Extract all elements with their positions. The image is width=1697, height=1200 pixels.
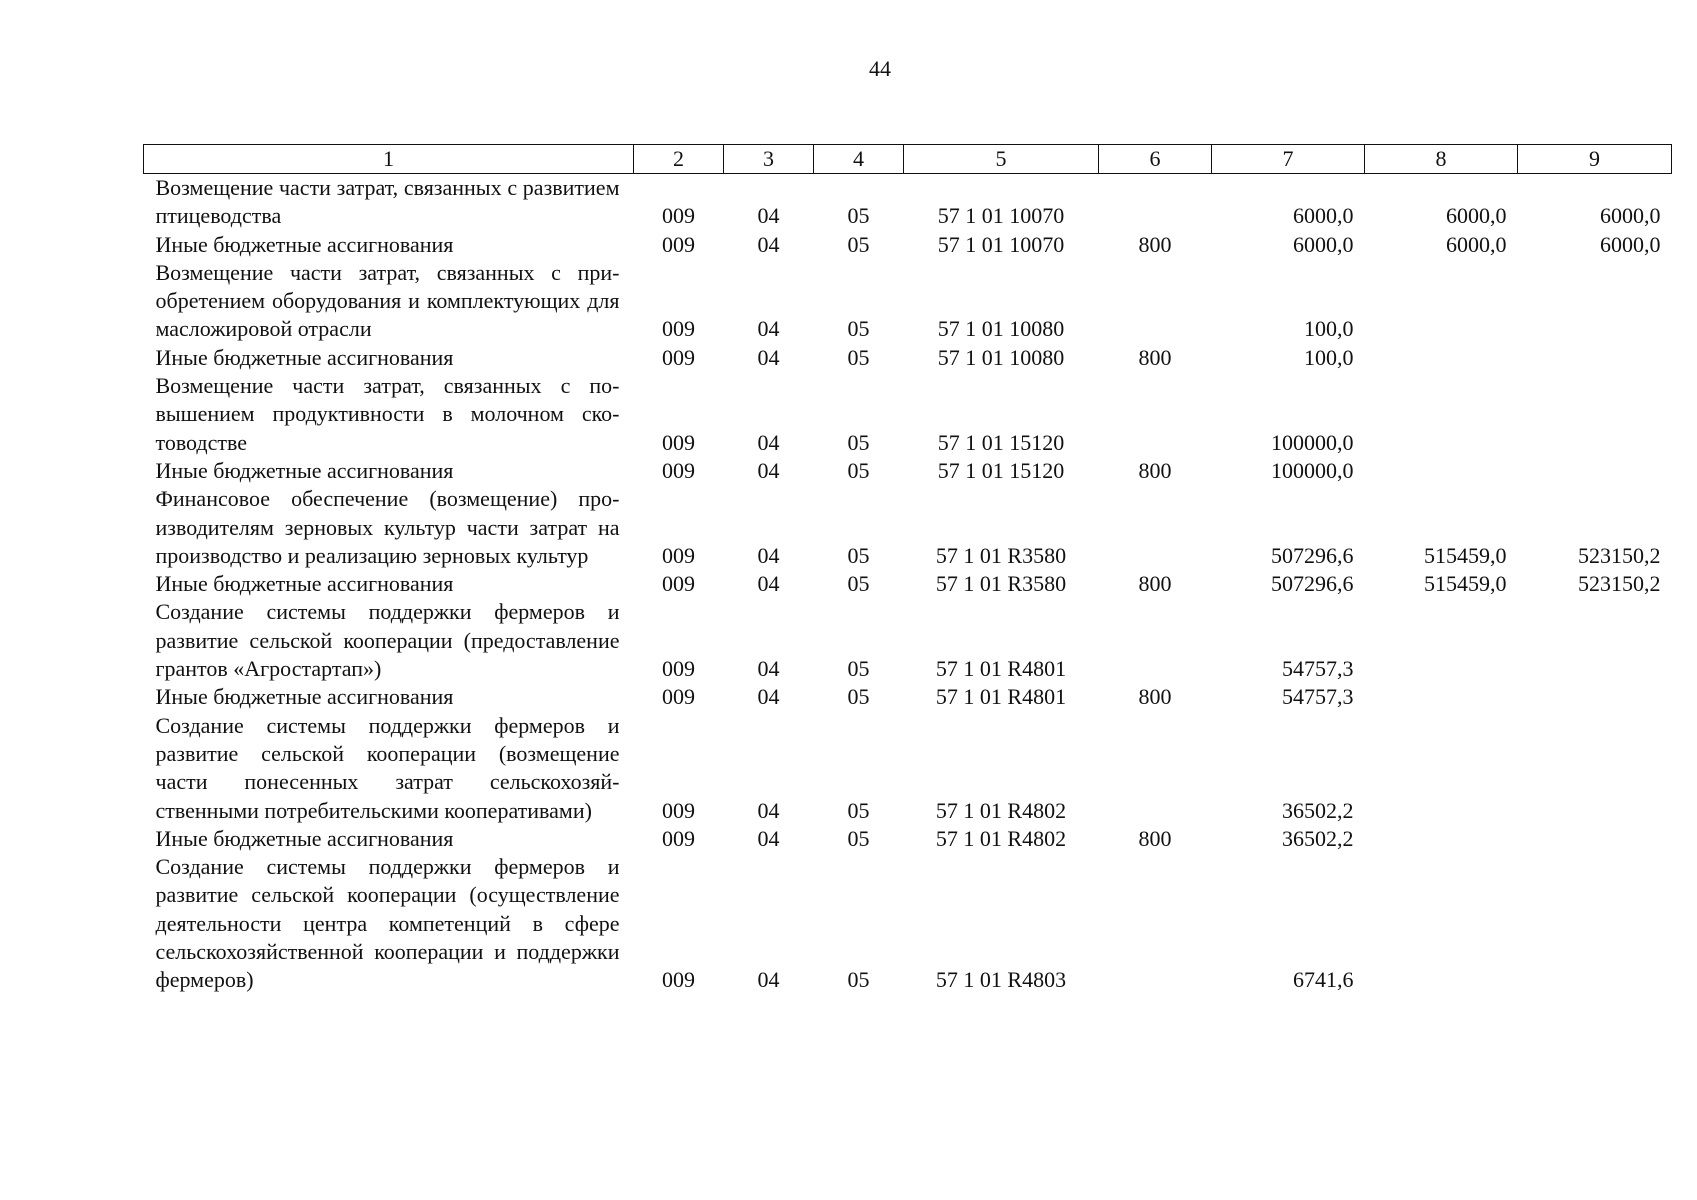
- cell-pr: 05: [847, 344, 870, 370]
- cell-gr: 009: [662, 457, 695, 483]
- cell-sum-1: 54757,3: [1282, 684, 1354, 710]
- cell-gr: 009: [662, 825, 695, 851]
- cell-rz: 04: [757, 797, 780, 823]
- cell-sum-1: 100,0: [1304, 344, 1354, 370]
- item-name: Возмещение части затрат, связанных с приобретением оборудования и комплектующих для масложировой отрасли: [155, 259, 620, 342]
- cell-sum-2: [1365, 825, 1518, 853]
- cell-sum-1: 36502,2: [1282, 797, 1354, 823]
- cell-rz: 04: [757, 656, 780, 682]
- cell-gr: 009: [662, 797, 695, 823]
- cell-csr: 57 1 01 R4801: [935, 684, 1067, 710]
- cell-rz: 04: [757, 571, 780, 597]
- table-row: [144, 825, 1672, 853]
- cell-pr: 05: [847, 429, 870, 455]
- cell-rz: 04: [757, 429, 780, 455]
- cell-vr: [1099, 174, 1212, 231]
- cell-pr: 05: [847, 684, 870, 710]
- cell-rz: 04: [757, 203, 780, 229]
- cell-sum-3: [1518, 457, 1672, 485]
- cell-sum-1: 6000,0: [1293, 203, 1354, 229]
- item-name: Возмещение части затрат, связанных с развитием птицеводства: [155, 175, 620, 229]
- cell-sum-2: [1365, 598, 1518, 683]
- cell-sum-2: [1365, 344, 1518, 372]
- cell-sum-3: [1518, 825, 1672, 853]
- budget-table: [143, 144, 1672, 995]
- cell-gr: 009: [662, 231, 695, 257]
- table-row: [144, 372, 1672, 457]
- cell-sum-1: 507296,6: [1271, 571, 1354, 597]
- cell-sum-3: [1518, 598, 1672, 683]
- table-row: [144, 457, 1672, 485]
- cell-sum-2: [1365, 372, 1518, 457]
- cell-vr: 800: [1138, 684, 1172, 710]
- cell-sum-2: [1365, 259, 1518, 344]
- cell-gr: 009: [662, 344, 695, 370]
- table-body: [144, 174, 1672, 995]
- cell-csr: 57 1 01 R4803: [935, 967, 1067, 993]
- cell-pr: 05: [847, 656, 870, 682]
- cell-csr: 57 1 01 R4801: [935, 656, 1067, 682]
- cell-sum-1: 100,0: [1304, 316, 1354, 342]
- cell-rz: 04: [757, 231, 780, 257]
- cell-vr: [1099, 598, 1212, 683]
- cell-sum-1: 6000,0: [1293, 231, 1354, 257]
- item-name: Иные бюджетные ассигнования: [155, 684, 454, 710]
- item-name: Иные бюджетные ассигнования: [155, 571, 454, 597]
- cell-csr: 57 1 01 10070: [937, 231, 1065, 257]
- table-row: [144, 174, 1672, 231]
- table-row: [144, 598, 1672, 683]
- cell-sum-3: [1518, 683, 1672, 711]
- cell-sum-1: 54757,3: [1282, 656, 1354, 682]
- item-name: Иные бюджетные ассигнования: [155, 457, 454, 483]
- cell-pr: 05: [847, 231, 870, 257]
- cell-csr: 57 1 01 15120: [937, 429, 1065, 455]
- item-name: Иные бюджетные ассигнования: [155, 344, 454, 370]
- cell-csr: 57 1 01 R3580: [935, 571, 1067, 597]
- cell-csr: 57 1 01 R4802: [935, 825, 1067, 851]
- cell-sum-3: 6000,0: [1600, 203, 1661, 229]
- cell-sum-3: [1518, 259, 1672, 344]
- header-cell: 8: [1365, 145, 1518, 174]
- cell-sum-3: [1518, 853, 1672, 994]
- table-row: [144, 683, 1672, 711]
- cell-csr: 57 1 01 10080: [937, 344, 1065, 370]
- cell-pr: 05: [847, 797, 870, 823]
- cell-pr: 05: [847, 967, 870, 993]
- cell-gr: 009: [662, 542, 695, 568]
- cell-pr: 05: [847, 203, 870, 229]
- cell-gr: 009: [662, 571, 695, 597]
- header-cell: 3: [724, 145, 814, 174]
- cell-vr: [1099, 853, 1212, 994]
- cell-vr: [1099, 485, 1212, 570]
- cell-csr: 57 1 01 10080: [937, 316, 1065, 342]
- table-row: [144, 231, 1672, 259]
- cell-vr: 800: [1138, 457, 1172, 483]
- cell-vr: [1099, 372, 1212, 457]
- cell-sum-3: 523150,2: [1578, 542, 1661, 568]
- cell-csr: 57 1 01 15120: [937, 457, 1065, 483]
- cell-sum-2: [1365, 712, 1518, 825]
- cell-pr: 05: [847, 571, 870, 597]
- cell-csr: 57 1 01 10070: [937, 203, 1065, 229]
- cell-sum-1: 507296,6: [1271, 542, 1354, 568]
- table-row: [144, 485, 1672, 570]
- cell-vr: 800: [1138, 571, 1172, 597]
- cell-pr: 05: [847, 825, 870, 851]
- cell-gr: 009: [662, 967, 695, 993]
- cell-sum-2: 515459,0: [1424, 542, 1507, 568]
- cell-pr: 05: [847, 457, 870, 483]
- cell-sum-1: 100000,0: [1271, 457, 1354, 483]
- item-name: Иные бюджетные ассигнования: [155, 231, 454, 257]
- cell-rz: 04: [757, 684, 780, 710]
- cell-vr: 800: [1138, 344, 1172, 370]
- header-cell: 5: [904, 145, 1099, 174]
- cell-sum-1: 36502,2: [1282, 825, 1354, 851]
- table-row: [144, 259, 1672, 344]
- page-number: 44: [869, 56, 891, 81]
- cell-gr: 009: [662, 429, 695, 455]
- header-cell: 9: [1518, 145, 1672, 174]
- cell-gr: 009: [662, 203, 695, 229]
- item-name: Создание системы поддержки фермеров и развитие сельской кооперации (осуществление деятельности центра компетенций в сфере сельскохозяйственной кооперации и поддержки фермеров): [155, 854, 620, 993]
- cell-sum-2: 6000,0: [1446, 231, 1507, 257]
- cell-pr: 05: [847, 316, 870, 342]
- item-name: Создание системы поддержки фермеров и развитие сельской кооперации (возмещение части понесенных затрат сельскохозяйственными потребительскими кооперативами): [155, 712, 620, 823]
- header-cell: 1: [144, 145, 634, 174]
- header-row: [144, 145, 1672, 174]
- item-name: Иные бюджетные ассигнования: [155, 825, 454, 851]
- table-row: [144, 344, 1672, 372]
- cell-gr: 009: [662, 316, 695, 342]
- cell-sum-3: 523150,2: [1578, 571, 1661, 597]
- header-cell: 4: [814, 145, 904, 174]
- cell-sum-3: [1518, 344, 1672, 372]
- cell-rz: 04: [757, 825, 780, 851]
- cell-vr: 800: [1138, 231, 1172, 257]
- header-cell: 6: [1099, 145, 1212, 174]
- cell-vr: 800: [1138, 825, 1172, 851]
- cell-sum-2: [1365, 853, 1518, 994]
- cell-sum-3: [1518, 372, 1672, 457]
- cell-sum-3: [1518, 712, 1672, 825]
- cell-sum-1: 6741,6: [1293, 967, 1354, 993]
- table-row: [144, 570, 1672, 598]
- cell-vr: [1099, 712, 1212, 825]
- cell-csr: 57 1 01 R4802: [935, 797, 1067, 823]
- table-row: [144, 712, 1672, 825]
- cell-sum-3: 6000,0: [1600, 231, 1661, 257]
- cell-rz: 04: [757, 542, 780, 568]
- cell-rz: 04: [757, 457, 780, 483]
- item-name: Возмещение части затрат, связанных с повышением продуктивности в молочном скотоводстве: [155, 373, 620, 455]
- cell-sum-2: 515459,0: [1424, 571, 1507, 597]
- cell-rz: 04: [757, 316, 780, 342]
- item-name: Создание системы поддержки фермеров и развитие сельской кооперации (предоставление грантов «Агростартап»): [155, 599, 620, 682]
- cell-gr: 009: [662, 656, 695, 682]
- header-cell: 2: [634, 145, 724, 174]
- cell-vr: [1099, 259, 1212, 344]
- cell-pr: 05: [847, 542, 870, 568]
- cell-csr: 57 1 01 R3580: [935, 542, 1067, 568]
- table-row: [144, 853, 1672, 994]
- item-name: Финансовое обеспечение (возмещение) производителям зерновых культур части затрат на производство и реализацию зерновых культур: [155, 486, 620, 568]
- header-cell: 7: [1212, 145, 1365, 174]
- cell-sum-2: [1365, 457, 1518, 485]
- cell-rz: 04: [757, 967, 780, 993]
- cell-gr: 009: [662, 684, 695, 710]
- cell-sum-2: [1365, 683, 1518, 711]
- cell-rz: 04: [757, 344, 780, 370]
- cell-sum-1: 100000,0: [1271, 429, 1354, 455]
- cell-sum-2: 6000,0: [1446, 203, 1507, 229]
